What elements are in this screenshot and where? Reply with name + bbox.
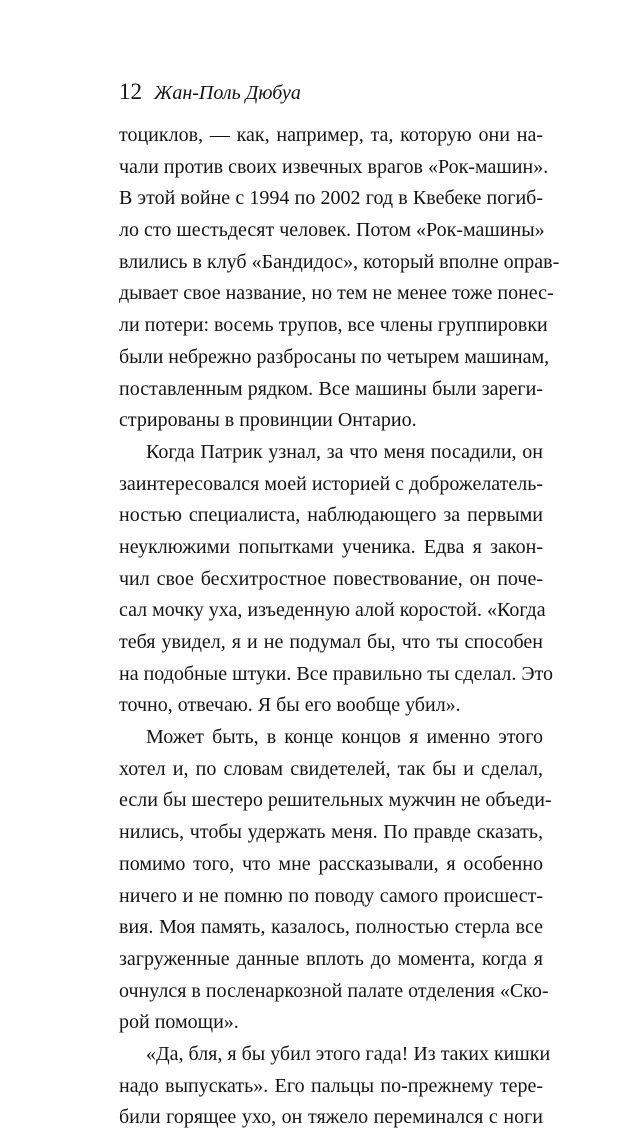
text-line: ли потери: восемь трупов, все члены группировки bbox=[119, 314, 548, 337]
text-line: чил свое бесхитростное повествование, он поче- bbox=[119, 567, 543, 590]
page-number: 12 bbox=[119, 79, 142, 104]
text-line: на подобные штуки. Все правильно ты сделал. Это bbox=[119, 662, 554, 685]
text-line: загруженные данные вплоть до момента, когда я bbox=[119, 947, 543, 970]
text-line: В этой войне с 1994 по 2002 год в Квебеке погиб- bbox=[119, 187, 543, 210]
text-line: били горящее ухо, он тяжело переминался с ноги bbox=[119, 1106, 543, 1129]
text-line: если бы шестеро решительных мужчин не объеди- bbox=[119, 789, 552, 812]
text-line: чали против своих извечных врагов «Рок-машин». bbox=[119, 155, 549, 178]
text-line: рой помощи». bbox=[119, 1011, 239, 1034]
text-line: очнулся в посленаркозной палате отделения «Ско- bbox=[119, 979, 549, 1002]
text-line: ничего и не помню по поводу самого происшест- bbox=[119, 884, 543, 907]
text-line: Может быть, в конце концов я именно этого bbox=[146, 726, 543, 749]
text-line: хотел и, по словам свидетелей, так бы и сделал, bbox=[119, 757, 543, 780]
body-text bbox=[119, 120, 560, 1134]
text-line: стрированы в провинции Онтарио. bbox=[119, 409, 417, 432]
text-line: вия. Моя память, казалось, полностью стерла все bbox=[119, 916, 543, 939]
text-line: надо выпускать». Его пальцы по-прежнему тере- bbox=[119, 1074, 543, 1097]
page-header bbox=[119, 79, 301, 109]
text-line: ло сто шестьдесят человек. Потом «Рок-машины» bbox=[119, 219, 545, 242]
text-line: тебя увидел, я и не подумал бы, что ты способен bbox=[119, 631, 543, 653]
text-line: тоциклов, — как, например, та, которую они на- bbox=[119, 124, 543, 146]
text-line: неуклюжими попытками ученика. Едва я закон- bbox=[119, 535, 543, 558]
text-line: ностью специалиста, наблюдающего за первыми bbox=[119, 504, 543, 527]
text-line: «Да, бля, я бы убил этого гада! Из таких кишки bbox=[146, 1042, 551, 1065]
running-title: Жан-Поль Дюбуа bbox=[154, 82, 301, 104]
text-line: были небрежно разбросаны по четырем машинам, bbox=[119, 345, 550, 368]
text-line: Когда Патрик узнал, за что меня посадили, он bbox=[146, 440, 543, 463]
text-line: поставленным рядком. Все машины были зареги- bbox=[119, 377, 543, 400]
text-line: влились в клуб «Бандидос», который вполне оправ- bbox=[119, 250, 560, 273]
text-line: заинтересовался моей историей с доброжелатель- bbox=[119, 472, 544, 495]
text-line: нились, чтобы удержать меня. По правде сказать, bbox=[119, 821, 543, 844]
text-line: точно, отвечаю. Я бы его вообще убил». bbox=[119, 694, 461, 717]
text-line: сал мочку уха, изъеденную алой коростой. «Когда bbox=[119, 599, 546, 622]
text-line: помимо того, что мне рассказывали, я особенно bbox=[119, 852, 543, 875]
text-line: дывает свое название, но тем не менее тоже понес- bbox=[119, 282, 554, 305]
